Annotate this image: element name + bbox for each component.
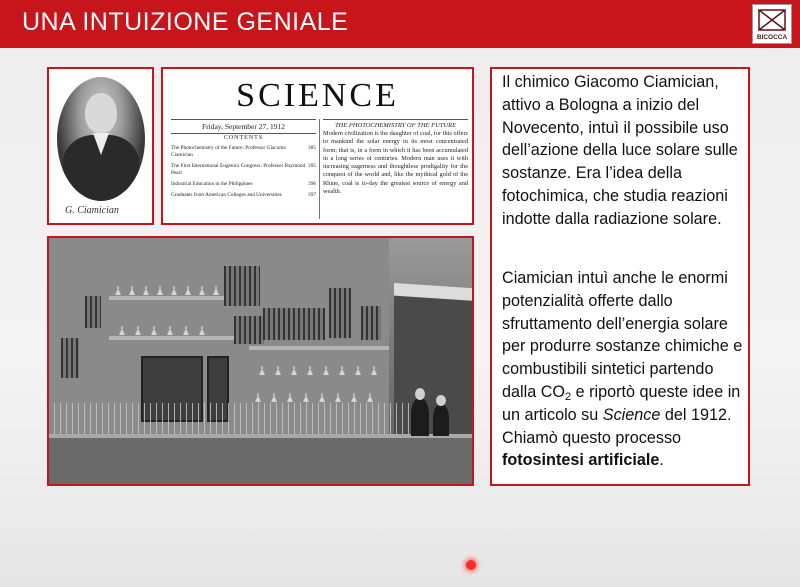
- logo-text: BICOCCA: [756, 34, 788, 41]
- portrait-frame: [47, 67, 154, 225]
- column-divider: [319, 119, 320, 219]
- laser-pointer-dot-icon: [466, 560, 476, 570]
- science-clipping: [161, 67, 474, 225]
- slide-title: UNA INTUIZIONE GENIALE: [22, 8, 349, 36]
- co2-subscript: 2: [564, 390, 572, 403]
- portrait-photo: [57, 77, 145, 201]
- toc-entry: 395 The First International Eugenics Congress: Professor Raymond Pearl: [171, 163, 316, 176]
- paragraph-artificial-photosynthesis: Ciamician intuì anche le enormi potenzialità offerte dallo sfruttamento dell’energia solare per produrre sostanze chimiche e combustibili sintetici partendo dalla $CO_2$ e riportò queste idee in un articolo su Science del 1912. Chiamò questo processo fotosintesi artificiale.: [502, 269, 743, 470]
- article-text: Modern civilization is the daughter of coal, for this offers to mankind the solar energy in its most concentrated form; that is, in a form in which it has been accumulated in a long series of centuries. Modern man uses it with increasing eagerness and thoughtless prodigality for the conquest of the world and, like the mythical gold of the Rhine, coal is to-day the greatest source of energy and wealth.: [323, 130, 468, 196]
- toc-entry: 397 Graduates from American Colleges and Universities: [171, 192, 316, 198]
- toc-entry: 396 Industrial Education in the Philippines: [171, 181, 316, 187]
- table-of-contents: [171, 145, 316, 203]
- person-figure: [433, 404, 449, 436]
- title-bar: [0, 0, 800, 48]
- paragraph-photochemistry: Il chimico Giacomo Ciamician, attivo a Bologna a inizio del Novecento, intuì il possibile uso dell’azione della luce solare sulle sostanze. Era l’idea della fotochimica, che studia reazioni indotte dalla radiazione solare.: [502, 73, 738, 228]
- portrait-signature: G. Ciamician: [65, 205, 119, 216]
- article-heading: THE PHOTOCHEMISTRY OF THE FUTURE: [323, 119, 468, 129]
- science-journal-name: Science: [602, 405, 661, 424]
- rooftop-laboratory-photo: [47, 236, 474, 486]
- university-logo: [752, 4, 792, 44]
- logo-emblem-icon: [758, 9, 786, 31]
- description-panel: [490, 67, 750, 486]
- science-masthead: SCIENCE: [236, 77, 399, 114]
- science-date: Friday, September 27, 1912: [171, 119, 316, 134]
- person-figure: [411, 398, 429, 436]
- contents-label: CONTENTS: [223, 135, 264, 141]
- key-term: fotosintesi artificiale: [502, 451, 660, 470]
- toc-entry: 385 The Photochemistry of the Future: Professor Giacomo Ciamician: [171, 145, 316, 158]
